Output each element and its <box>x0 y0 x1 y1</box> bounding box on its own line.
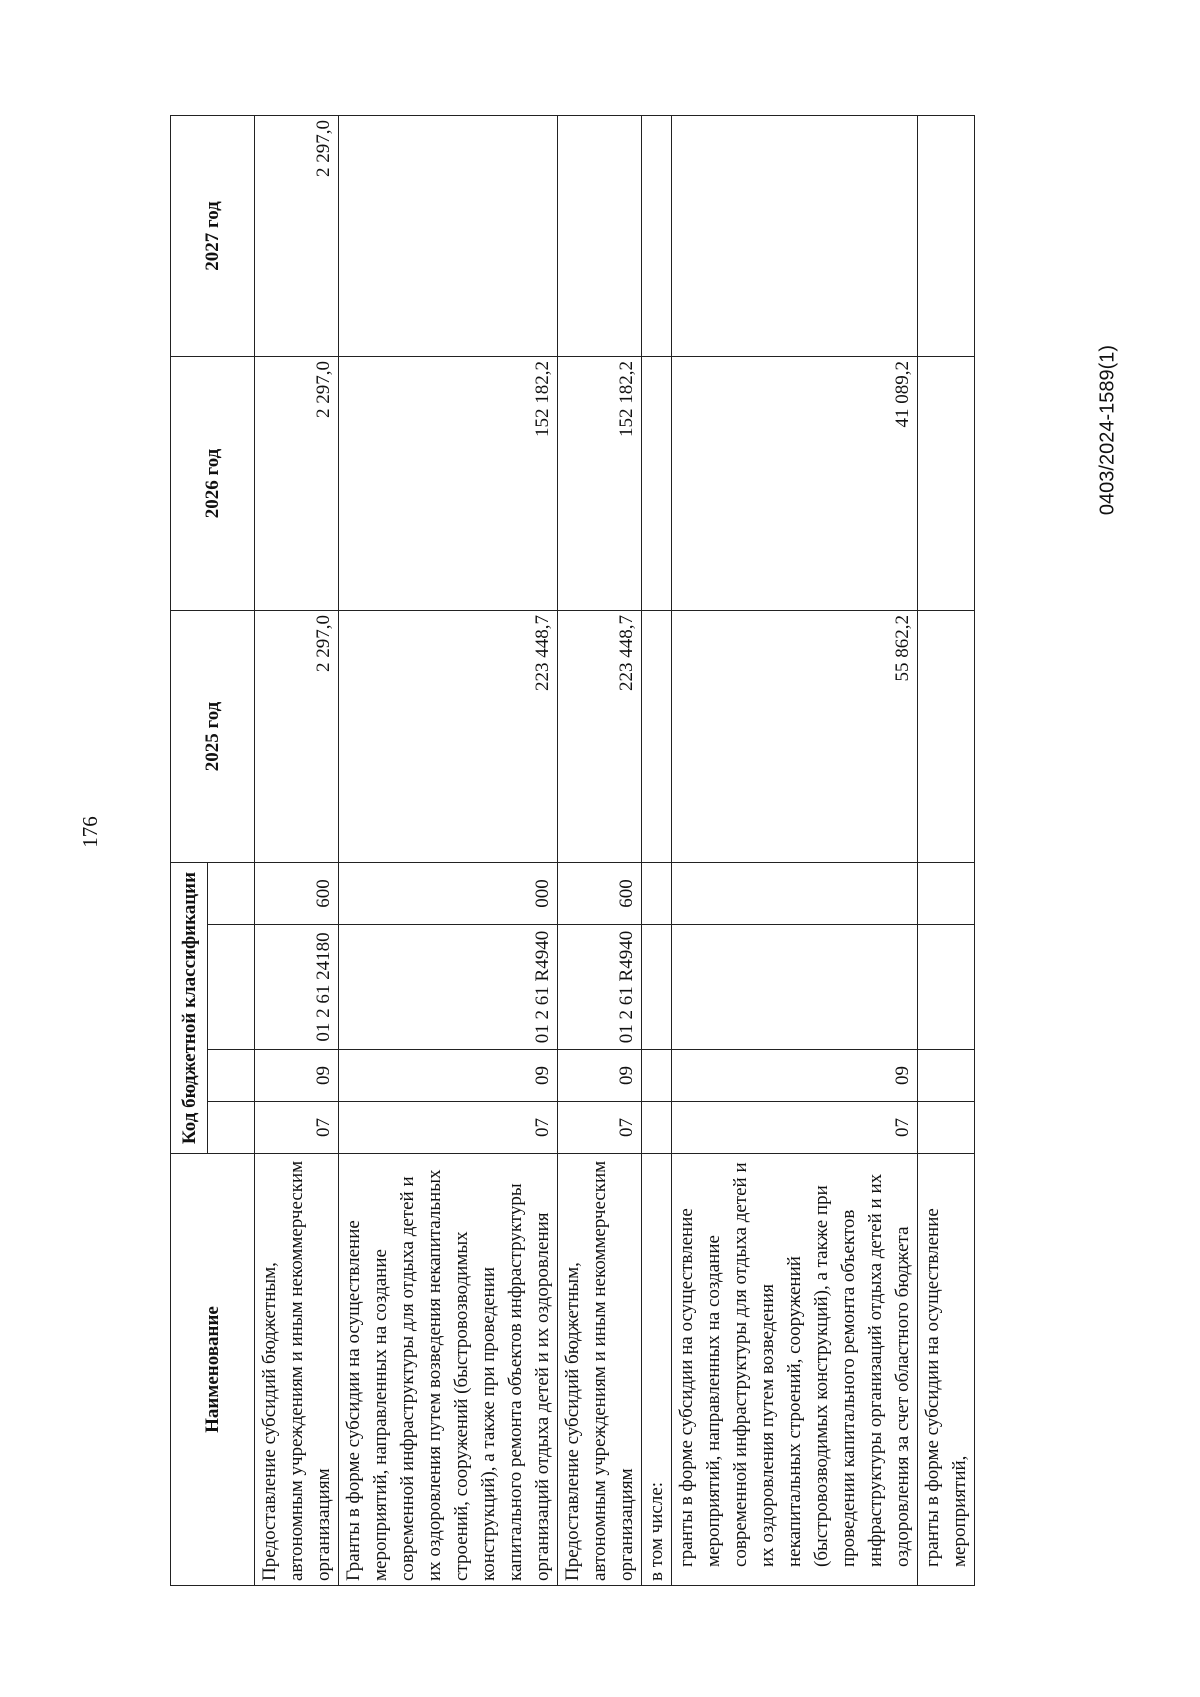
code-section <box>642 1102 672 1154</box>
value-2025: 223 448,7 <box>339 610 558 862</box>
header-code-sub-2 <box>208 1050 255 1102</box>
rotated-table-container <box>170 116 1050 1586</box>
value-2027 <box>339 115 558 356</box>
value-2027 <box>672 115 918 356</box>
header-2026: 2026 год <box>171 356 255 610</box>
value-2026 <box>642 356 672 610</box>
code-target: 01 2 61 24180 <box>255 925 339 1050</box>
table-row <box>255 115 339 1585</box>
code-expense-type: 000 <box>339 862 558 924</box>
code-target: 01 2 61 R4940 <box>558 925 642 1050</box>
value-2027 <box>642 115 672 356</box>
header-row <box>171 115 208 1585</box>
table-row <box>918 115 975 1585</box>
code-subsection <box>642 1050 672 1102</box>
code-target <box>918 925 975 1050</box>
code-expense-type <box>642 862 672 924</box>
code-section: 07 <box>672 1102 918 1154</box>
budget-table <box>170 115 975 1586</box>
header-2025: 2025 год <box>171 610 255 862</box>
row-name: Предоставление субсидий бюджетным, автономным учреждениям и иным некоммерческим организациям <box>558 1154 642 1586</box>
code-subsection: 09 <box>255 1050 339 1102</box>
code-section: 07 <box>558 1102 642 1154</box>
value-2026: 152 182,2 <box>558 356 642 610</box>
code-expense-type <box>918 862 975 924</box>
header-code: Код бюджетной классификации <box>171 862 208 1153</box>
code-target: 01 2 61 R4940 <box>339 925 558 1050</box>
header-code-sub-3 <box>208 925 255 1050</box>
table-row <box>672 115 918 1585</box>
value-2025 <box>642 610 672 862</box>
code-expense-type: 600 <box>558 862 642 924</box>
row-name: Гранты в форме субсидии на осуществление мероприятий, направленных на создание современной инфраструктуры для отдыха детей и их оздоровления путем возведения некапитальных строений, сооружений (быстровозводимых конструкций), а также при проведении капитального ремонта объектов инфраструктуры организаций отдыха детей и их оздоровления <box>339 1154 558 1586</box>
code-subsection: 09 <box>558 1050 642 1102</box>
header-name: Наименование <box>171 1154 255 1586</box>
table-row <box>339 115 558 1585</box>
page-number: 176 <box>78 816 102 848</box>
value-2026: 2 297,0 <box>255 356 339 610</box>
value-2027 <box>558 115 642 356</box>
value-2026 <box>918 356 975 610</box>
row-name: гранты в форме субсидии на осуществление мероприятий, <box>918 1154 975 1586</box>
row-name: в том числе: <box>642 1154 672 1586</box>
header-2027: 2027 год <box>171 115 255 356</box>
document-id: 0403/2024-1589(1) <box>1096 344 1119 516</box>
header-code-sub-1 <box>208 1102 255 1154</box>
value-2026: 152 182,2 <box>339 356 558 610</box>
value-2027: 2 297,0 <box>255 115 339 356</box>
code-expense-type <box>672 862 918 924</box>
value-2025: 2 297,0 <box>255 610 339 862</box>
code-section: 07 <box>339 1102 558 1154</box>
code-section: 07 <box>255 1102 339 1154</box>
code-subsection <box>918 1050 975 1102</box>
code-subsection: 09 <box>672 1050 918 1102</box>
code-section <box>918 1102 975 1154</box>
code-expense-type: 600 <box>255 862 339 924</box>
code-target <box>642 925 672 1050</box>
table-row <box>558 115 642 1585</box>
header-code-sub-4 <box>208 862 255 924</box>
value-2025 <box>918 610 975 862</box>
value-2027 <box>918 115 975 356</box>
row-name: гранты в форме субсидии на осуществление мероприятий, направленных на создание современной инфраструктуры для отдыха детей и их оздоровления путем возведения некапитальных строений, сооружений (быстровозводимых конструкций), а также при проведении капитального ремонта объектов инфраструктуры организаций отдыха детей и их оздоровления за счет областного бюджета <box>672 1154 918 1586</box>
row-name: Предоставление субсидий бюджетным, автономным учреждениям и иным некоммерческим организациям <box>255 1154 339 1586</box>
value-2026: 41 089,2 <box>672 356 918 610</box>
code-subsection: 09 <box>339 1050 558 1102</box>
value-2025: 55 862,2 <box>672 610 918 862</box>
table-row <box>642 115 672 1585</box>
value-2025: 223 448,7 <box>558 610 642 862</box>
code-target <box>672 925 918 1050</box>
